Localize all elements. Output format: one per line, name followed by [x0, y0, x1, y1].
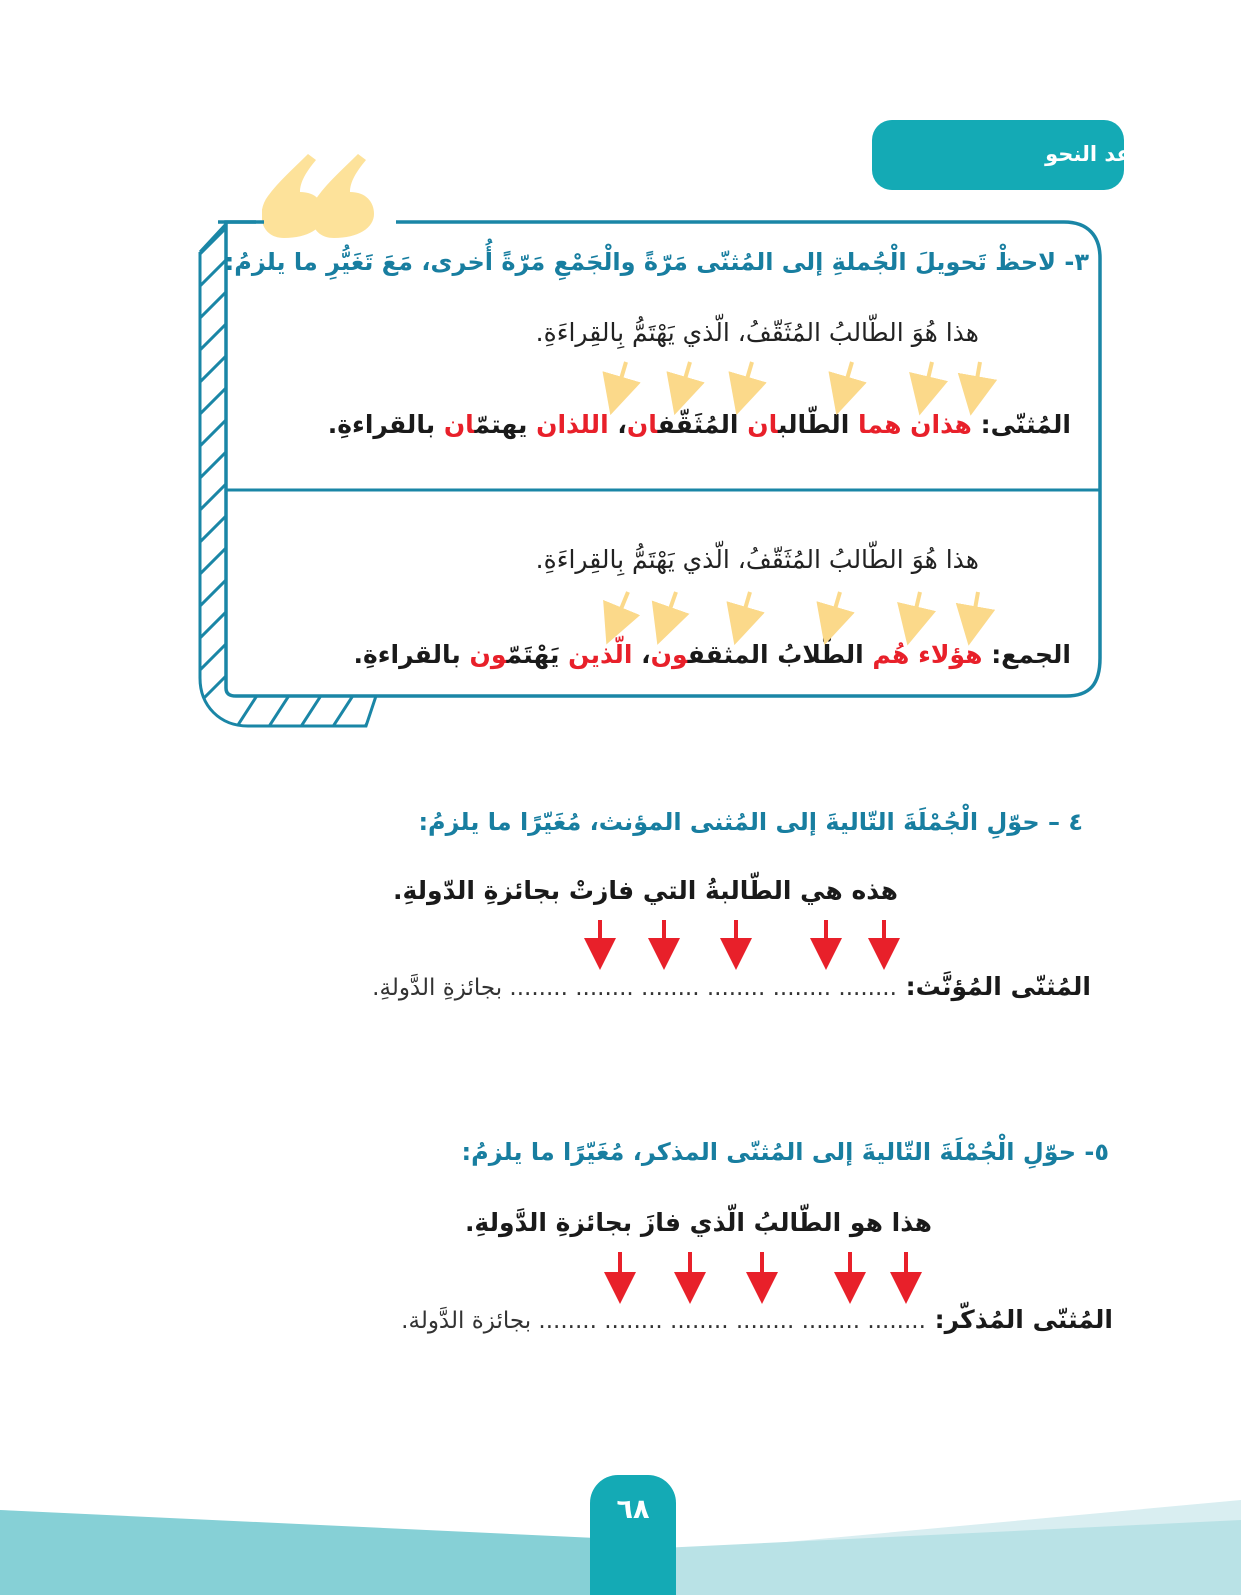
- plural-word-5: يَهْتَمّون: [469, 640, 560, 669]
- instruction-text: لاحظْ تَحويلَ الْجُملةِ إلى المُثنّى مَرّةً والْجَمْعِ مَرّةً أُخرى، مَعَ تَغَيُّرِ ما يلزمُ:: [224, 248, 1057, 276]
- answer-blanks: ........ ........ ........ ........ ........ ........ بجائزة الدَّولة.: [401, 1308, 926, 1334]
- plural-label: الجمع:: [991, 640, 1071, 669]
- dual-word-3: المُثَقّفان: [626, 410, 739, 439]
- ex4-arrows: [600, 920, 884, 954]
- exercise-5-instruction: [462, 1138, 1109, 1166]
- exercise-3-instruction: [225, 248, 1089, 276]
- exercise-number: ٥-: [1084, 1138, 1109, 1166]
- plural-word-3: المثقفون: [650, 640, 769, 669]
- answer-label: المُثنّى المُؤنَّث:: [905, 972, 1091, 1001]
- dual-end: بالقراءةِ.: [327, 410, 436, 439]
- page-number: ٦٨: [616, 1494, 650, 1525]
- dual-word-4: اللذان: [536, 410, 609, 439]
- exercise-4-sentence: هذه هي الطّالبةُ التي فازتْ بجائزةِ الدّولةِ.: [392, 876, 898, 905]
- dual-sentence: المُثنّى: هذان هما الطّالبان المُثَقّفان، اللذان يهتمّان بالقراءةِ.: [327, 410, 1071, 439]
- answer-blanks: ........ ........ ........ ........ ........ ........ بجائزةِ الدَّولةِ.: [372, 975, 897, 1001]
- plural-word-1: هؤلاء هُم: [872, 640, 983, 669]
- exercise-5-answer[interactable]: [401, 1305, 1113, 1334]
- dual-word-5: يهتمّان: [443, 410, 528, 439]
- instruction-text: حوّلِ الْجُمْلَةَ التّاليةَ إلى المُثنى المؤنث، مُغَيّرًا ما يلزمُ:: [418, 808, 1040, 836]
- plural-sentence: الجمع: هؤلاء هُم الطُّلابُ المثقفون، الّذين يَهْتَمّون بالقراءةِ.: [353, 640, 1071, 669]
- section-title: قواعد النحو: [1045, 142, 1165, 166]
- answer-label: المُثنّى المُذكّر:: [934, 1305, 1113, 1334]
- ex5-arrows: [620, 1252, 906, 1288]
- plural-word-4: الّذين: [568, 640, 633, 669]
- page-number-tab: [590, 1475, 676, 1595]
- dual-word-1: هذان هما: [857, 410, 972, 439]
- dual-word-2: الطّالبان: [747, 410, 850, 439]
- instruction-text: حوّلِ الْجُمْلَةَ التّاليةَ إلى المُثنّى المذكر، مُغَيّرًا ما يلزمُ:: [461, 1138, 1077, 1166]
- exercise-number: ٤ –: [1047, 808, 1083, 836]
- example-sentence-1: هذا هُوَ الطّالبُ المُثَقّفُ، الّذي يَهْتَمُّ بِالقِراءَةِ.: [535, 318, 979, 347]
- exercise-4-instruction: [418, 808, 1083, 836]
- exercise-4-answer[interactable]: [372, 972, 1091, 1001]
- plural-end: بالقراءةِ.: [353, 640, 461, 669]
- example-sentence-2: هذا هُوَ الطّالبُ المُثَقّفُ، الّذي يَهْتَمُّ بِالقِراءَةِ.: [535, 545, 979, 574]
- exercise-5-sentence: هذا هو الطّالبُ الّذي فازَ بجائزةِ الدَّولةِ.: [464, 1208, 932, 1237]
- dual-label: المُثنّى:: [980, 410, 1071, 439]
- exercise-number: ٣-: [1064, 248, 1089, 276]
- exercise-3-frame: [196, 218, 1126, 750]
- plural-word-2: الطُّلابُ: [777, 640, 864, 669]
